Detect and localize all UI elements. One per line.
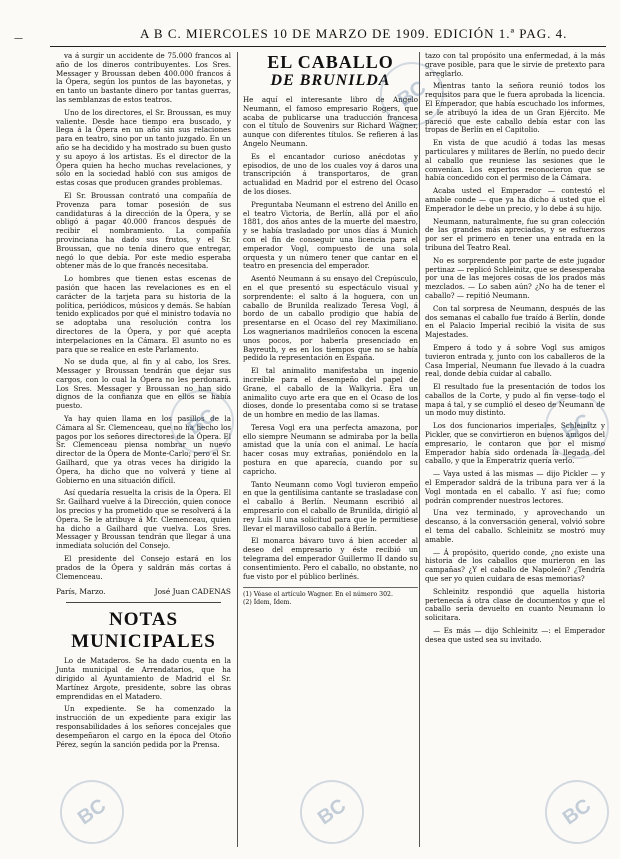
section-separator: [66, 602, 221, 603]
article-paragraph: Es el encantador curioso anécdotas y episodios, de uno de los cuales voy á daros una transcripción á transportaros, de gran actualidad en Madrid por el estreno del Ocaso de los dioses.: [243, 151, 418, 196]
article-paragraph: Lo hombres que tienen estas escenas de pasión que hacen las revelaciones es en el carácter de la tarjeta para su historia de la política, periódicos, músicos y demás. Se habían tenido explicados por qué el ministro todavía no se adoptaba una resolución contra los directores de la Ópera, y por qué acepta interpelaciones en la Cámara. El asunto no es para que se realice en este Parlamento.: [56, 274, 231, 354]
column-divider-left: [237, 52, 238, 847]
article-paragraph: El tal animalito manifestaba un ingenio increíble para el desempeño del papel de Grane, el caballo de la Walkyria. Era un animalito cuyo arte era que en el Ocaso de los dioses, donde lo presentaba como si se tratase de un hombre en medio de las llamas.: [243, 366, 418, 420]
article-paragraph: Con tal sorpresa de Neumann, después de las dos semanas el caballo fue traído á Berlín, donde en el Palacio Imperial recibió la visita de sus Majestades.: [425, 303, 605, 340]
article-paragraph: El monarca bávaro tuvo á bien acceder al deseo del empresario y éste recibió un telegrama del emperador Guillermo II dando su consentimiento. Pero el caballo, no obstante, no fue visto por el público berlinés.: [243, 536, 418, 581]
watermark-stamp: BC: [47, 767, 136, 856]
column-right: [425, 52, 605, 649]
margin-mark: —: [14, 34, 23, 44]
watermark-stamp: BC: [287, 767, 376, 856]
article-paragraph: Ya hay quien llama en los pasillos de la Cámara al Sr. Clemenceau, que no ha hecho los pagos por los señores directores de la Ópera. El Sr. Clemenceau piensa nombrar un nuevo director de la Ópera de Monte-Carlo; pero el Sr. Gailhard, que ya otras veces ha dirigido la Ópera, ha dicho que no volverá y tiene al Gobierno en una situación difícil.: [56, 414, 231, 485]
article-title-line2: DE BRUNILDA: [270, 72, 391, 89]
watermark-stamp: BC: [367, 49, 456, 138]
article-paragraph: Empero á todo y á sobre Vogl sus amigos tuvieron entrada y, junto con los caballeros de la Casa Imperial, Neumann fue llevado á la cuadra real, donde debía cuidar al caballo.: [425, 342, 605, 379]
article-paragraph: va á surgir un accidente de 75.000 francos al año de los dineros contribuyentes. Los Sres. Messager y Broussan deben 400.000 francos á la Ópera, según los puntos de las bayonetas, y en tanto un bastante dinero por tantas guerras, las semblanzas de estos teatros.: [56, 51, 231, 104]
article-paragraph: El presidente del Consejo estará en los prados de la Ópera y saldrán más cortas á Clemenceau.: [56, 554, 231, 581]
article-paragraph: El resultado fue la presentación de todos los caballos de la Corte, y pudo al fin verse todo el mapa á tal, y se cumplió el deseo de Neumann de un modo muy distinto.: [425, 382, 605, 418]
article-paragraph: Así quedaría resuelta la crisis de la Ópera. El Sr. Gailhard vuelve á la Dirección, quien conoce los precios y ha prometido que se resolverá á la Ópera. Se le atribuye á Mr. Clemenceau, quien ha dicho a Gailhard que vuelva. Los Sres. Messager y Broussan tendrán que llegar á una inmediata solución del Consejo.: [56, 488, 231, 551]
article-paragraph: Neumann, naturalmente, fue su gran colección de las grandes más apreciadas, y se esfuerzos por ser el primero en tener una entrada en la tribuna del Teatro Real.: [425, 216, 605, 252]
article-paragraph: He aquí el interesante libro de Angelo Neumann, el famoso empresario Rogers, que acaba de publicarse una traducción francesa con el título de Souvenirs sur Richard Wagner, aunque con diferentes títulos. Se refieren á las Angelo Neumann.: [243, 95, 418, 148]
article-paragraph: tazo con tal propósito una enfermedad, á la más grave posible, para que le sirvie de pretexto para arreglarlo.: [425, 51, 605, 78]
notas-municipales-title: NOTAS MUNICIPALES: [71, 609, 216, 653]
article-paragraph: No es sorprendente por parte de este jugador pertinaz — replicó Schleinitz, que se desesperaba por una de las mejores cosas de los prados más mezclados. — Lo saben aún? ¿No ha de tener el caballo? — repitió Neumann.: [425, 255, 605, 300]
footnote: (1) Véase el artículo Wagner. En el número 302.: [243, 591, 393, 599]
article-paragraph: Los dos funcionarios imperiales, Schleinitz y Pickler, que se convirtieron en buenos amigos del empresario, le contaron que por el mismo Emperador había sido ordenada la llegada del caballo, y que la Emperatriz quería verlo.: [425, 421, 605, 466]
signature-author: José Juan CADENAS: [154, 587, 231, 597]
article-paragraph: — Vaya usted á las mismas — dijo Pickler — y el Emperador saldrá de la tribuna para ver á la Vogl montada en el caballo. Y así fue; como podrán comprender nuestros lectores.: [425, 469, 605, 505]
article-paragraph: — Á propósito, querido conde, ¿no existe una historia de los caballos que murieron en las campañas? ¿Y el caballo de Napoleón? ¿Tendría que ser yo quien cuidara de esas memorias?: [425, 547, 605, 584]
article-paragraph: El Sr. Broussan contrató una compañía de Provenza para tomar posesión de sus candidaturas á la dirección de la Ópera, y se obligó á pagar 40.000 francos después de recibir el nombramiento. La compañía provinciana ha dado sus frutos, y el Sr. Broussan, que no tenía dinero que entregar, negó lo que debía. Por este medio esperaba obtener más de lo que francés necesitaba.: [56, 190, 231, 271]
article-paragraph: Schleinitz respondió que aquella historia pertenecía á otra clase de documentos y que el caballo sería devuelto en cuanto Neumann lo solicitara.: [425, 586, 605, 623]
signature-place: París, Marzo.: [56, 587, 106, 597]
footnote: (2) Ídem, Ídem.: [243, 599, 292, 607]
article-paragraph: Asentó Neumann á su ensayo del Crepúsculo, en el que presentó su espectáculo visual y sorprendente: el salto á la hoguera, con un caballo de Brunilda realizado Teresa Vogl, á bordo de un caballo prodigio que había de presentarse en el Ocaso del rey Maximiliano. Los wagnerianos madrileños conocen la escena unos pocos, por haberla presenciado en Bayreuth, y es en los tiempos que no se había pedido la representación en España.: [243, 274, 418, 363]
article-paragraph: Acaba usted el Emperador — contestó el amable conde — que ya ha dicho á usted que el Emperador le debe un precio, y lo debe á su hijo.: [425, 186, 605, 213]
masthead-rule: [50, 46, 606, 47]
watermark-stamp: BC: [157, 377, 246, 466]
article-signature: [56, 587, 231, 596]
article-paragraph: Mientras tanto la señora reunió todos los requisitos para que le fuera aprobada la licencia. El Emperador, que había escuchado los informes, se le atribuyó la idea de un Gran Ejército. Me pareció que este caballo debía estar con las tropas de Berlín en el Capitolio.: [425, 81, 605, 135]
column-center: [243, 52, 418, 607]
article-paragraph: — Es más — dijo Schleinitz —: el Emperador desea que usted sea su invitado.: [425, 626, 605, 644]
article-paragraph: En vista de que acudió á todas las mesas particulares y militares de Berlín, no puedo decir al caballo que reuniese las sesiones que le convenían. Los expertos reconocieron que se había concedido con el permiso de la Cámara.: [425, 138, 605, 183]
footnotes: [243, 587, 418, 607]
article-paragraph: Teresa Vogl era una perfecta amazona, por ello siempre Neumann se admiraba por la bella amistad que la unía con el animal. Le hacía hacer cosas muy extrañas, poniéndolo en la postura en que aparecía, cuando por su capricho.: [243, 422, 418, 476]
article-paragraph: No se duda que, al fin y al cabo, los Sres. Messager y Broussan tendrán que dejar sus cargos, con lo cual la Ópera no les perdonará. Los Sres. Messager y Broussan no han sido dignos de la confianza que en ellos se había puesto.: [56, 357, 231, 411]
article-paragraph: Uno de los directores, el Sr. Broussan, es muy valiente. Desde hace tiempo era buscado, y llega á la Ópera en un año sin sus relaciones para en teatro, sino por un tanto juzgado. En un año se ha decidido y ha mostrado su buen gusto y su apoyo á los artistas. Es el director de la Ópera quien ha hecho muchas revelaciones, y sólo en la sociedad habló con sus amigos de estas cosas que producen grandes problemas.: [56, 107, 231, 188]
article-paragraph: Una vez terminado, y aprovechando un descanso, á la conversación general, volvió sobre el tema del caballo. Schleinitz se mostró muy amable.: [425, 508, 605, 544]
article-paragraph: Tanto Neumann como Vogl tuvieron empeño en que la gentilísima cantante se trasladase con el caballo á Berlín. Neumann escribió al empresario con el caballo de Brunilda, dirigió al rey Luis II una solicitud para que le permitiese llevar el maravilloso caballo á Berlín.: [243, 479, 418, 533]
notas-paragraph: Lo de Mataderos. Se ha dado cuenta en la Junta municipal de Arrendatarios, que ha dirigido al Ayuntamiento de Madrid el Sr. Martínez Argote, presidente, sobre las obras emprendidas en el Matadero.: [56, 656, 231, 701]
article-title-line1: EL CABALLO: [267, 52, 394, 72]
watermark-stamp: BC: [532, 767, 620, 856]
column-divider-right: [419, 52, 420, 847]
watermark-stamp: BC: [532, 382, 620, 471]
page-masthead: A B C. MIERCOLES 10 DE MARZO DE 1909. EDICIÓN 1.ª PAG. 4.: [140, 26, 568, 41]
article-paragraph: Preguntaba Neumann el estreno del Anillo en el teatro Victoria, de Berlín, allá por el año 1881, dos años antes de la muerte del maestro, y se había trasladado por unos días á Munich con el fin de conseguir una licencia para el emperador Vogl, compuesto de una sola orquesta y un número tener que cantar en el teatro en presencia del emperador.: [243, 199, 418, 271]
notas-paragraph: Un expediente. Se ha comenzado la instrucción de un expediente para exigir las responsabilidades á los señores concejales que desempeñaron el cargo en la época del Otoño Pérez, según la sanción pedida por la Prensa.: [56, 704, 231, 749]
